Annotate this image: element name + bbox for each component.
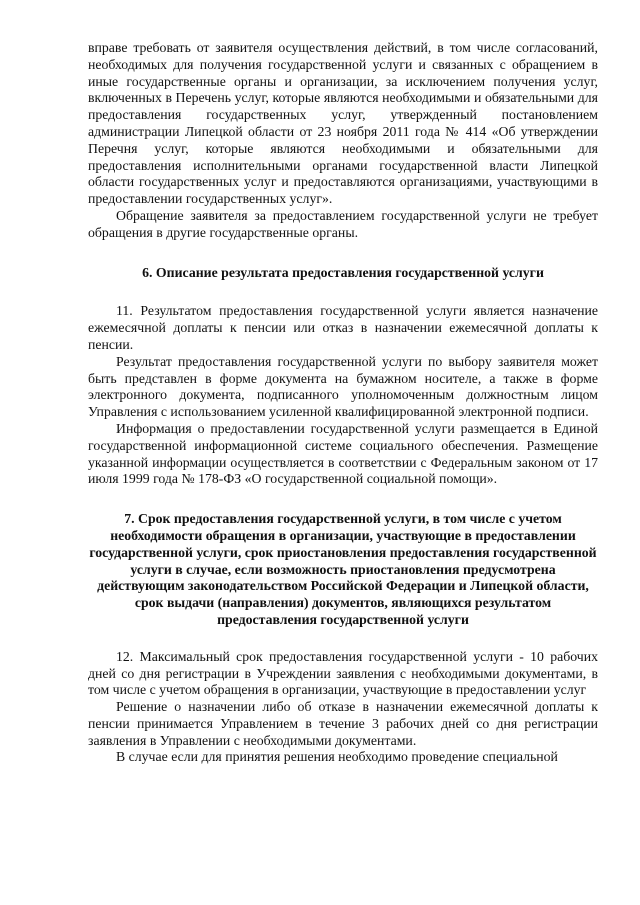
document-page [88, 40, 598, 766]
section-6-heading: 6. Описание результата предоставления государственной услуги [142, 264, 544, 280]
paragraph-information-system: Информация о предоставлении государственной услуги размещается в Единой государственной информационной системе социального обеспечения. Размещение указанной информации осуществляется в соответствии с Федеральным законом от 17 июля 1999 года № 178-ФЗ «О государственной социальной помощи». [88, 420, 598, 487]
paragraph-continuation: вправе требовать от заявителя осуществления действий, в том числе согласований, необходимых для получения государственной услуги и связанных с обращением в иные государственные органы и организации, за исключением получения услуг, включенных в Перечень услуг, которые являются необходимыми и обязательными для предоставления государственных услуг, утвержденный постановлением администрации Липецкой области от 23 ноября 2011 года № 414 «Об утверждении Перечня услуг, которые являются необходимыми и обязательными для предоставления исполнительными органами государственной власти Липецкой области государственных услуг и предоставляются организациями, участвующими в предоставлении государственных услуг». [88, 40, 598, 207]
paragraph-12-max-term: 12. Максимальный срок предоставления государственной услуги - 10 рабочих дней со дня регистрации в Учреждении заявления с необходимыми документами, в том числе с учетом обращения в организации, участвующие в предоставлении услуг [88, 648, 598, 698]
paragraph-special-check: В случае если для принятия решения необходимо проведение специальной [116, 749, 558, 765]
paragraph-no-other-agencies: Обращение заявителя за предоставлением государственной услуги не требует обращения в другие государственные органы. [88, 207, 598, 240]
paragraph-result-form: Результат предоставления государственной услуги по выбору заявителя может быть представлен в форме документа на бумажном носителе, а также в форме электронного документа, подписанного уполномоченным должностным лицом Управления с использованием усиленной квалифицированной электронной подписи. [88, 353, 598, 420]
paragraph-11-result: 11. Результатом предоставления государственной услуги является назначение ежемесячной доплаты к пенсии или отказ в назначении ежемесячной доплаты к пенсии. [88, 303, 598, 352]
section-7-heading: 7. Срок предоставления государственной услуги, в том числе с учетом необходимости обращения в организации, участвующие в предоставлении государственной услуги, срок приостановления предоставления государственной услуги в случае, если возможность приостановления предусмотрена действующим законодательством Российской Федерации и Липецкой области, срок выдачи (направления) документов, являющихся результатом предоставления государственной услуги [89, 511, 597, 627]
paragraph-decision-term: Решение о назначении либо об отказе в назначении ежемесячной доплаты к пенсии принимается Управлением в течение 3 рабочих дней со дня регистрации заявления в Управлении с необходимыми документами. [88, 699, 598, 748]
